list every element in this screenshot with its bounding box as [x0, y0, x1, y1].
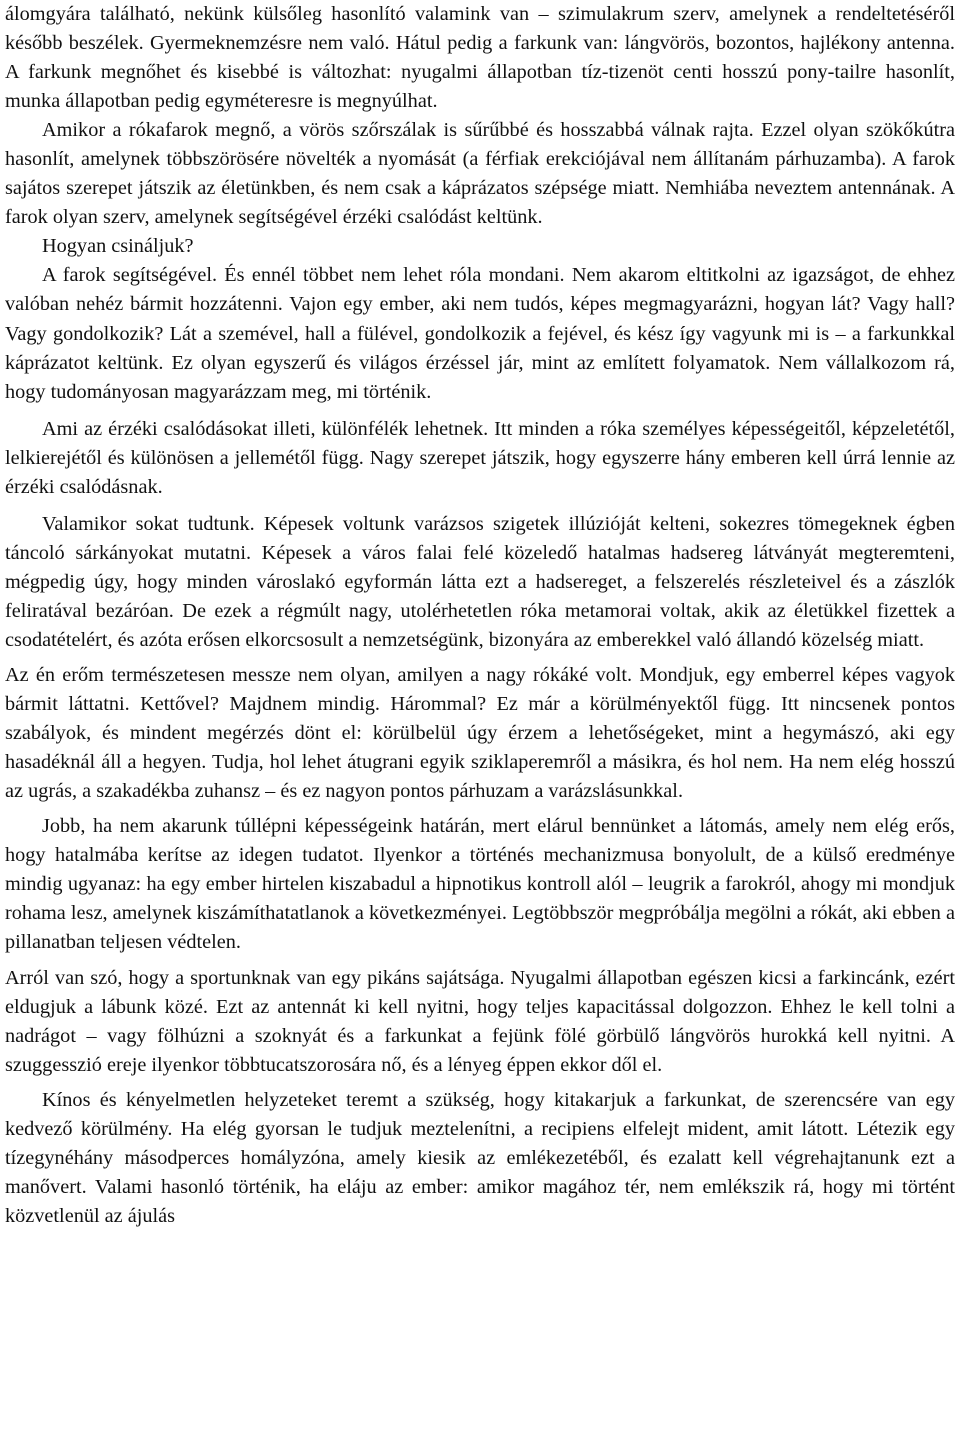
paragraph: Hogyan csináljuk? [42, 235, 194, 258]
paragraph: Az én erőm természetesen messze nem olyan, amilyen a nagy rókáké volt. Mondjuk, egy emberrel képes vagyok bármit láttatni. Kettővel? Majdnem mindig. Hárommal? Ez már a körülményektől függ. Itt nincsenek pontos szabályok, és mindent megérzés dönt el: körülbelül úgy érzem a lehetőségeket, mint a hegymászó, aki egy hasadéknál áll a hegyen. Tudja, hol lehet átugrani egyik sziklaperemről a másikra, és hol nem. Ha nem elég hosszú az ugrás, a szakadékba zuhansz – és ez nagyon pontos párhuzam a varázslásunkkal. [5, 664, 955, 803]
paragraph: Valamikor sokat tudtunk. Képesek voltunk varázsos szigetek illúzióját kelteni, sokezres tömegeknek égben táncoló sárkányokat mutatni. Képesek a város falai felé közeledő hatalmas hadsereg látványát megteremteni, mégpedig úgy, hogy minden városlakó egyformán látta ezt a hadsereget, a felszerelés részleteivel és a zászlók feliratával bezáróan. De ezek a régmúlt nagy, utolérhetetlen róka metamorai voltak, akik az életükkel fizettek a csodatételért, és azóta erősen elkorcsosult a nemzetségünk, bizonyára az emberekkel való állandó közelség miatt. [5, 512, 955, 651]
document-page [5, 0, 955, 1231]
paragraph: Arról van szó, hogy a sportunknak van egy pikáns sajátsága. Nyugalmi állapotban egészen kicsi a farkincánk, ezért eldugjuk a lábunk közé. Ezt az antennát ki kell nyitni, hogy teljes kapacitással dolgozzon. Ehhez le kell tolni a nadrágot – vagy fölhúzni a szoknyát és a farkunkat a fejünk fölé görbülő lángvörös hurokká kell nyitni. A szuggesszió ereje ilyenkor többtucatszorosára nő, és a lényeg éppen ekkor dől el. [5, 966, 955, 1076]
paragraph: Amikor a rókafarok megnő, a vörös szőrszálak is sűrűbbé és hosszabbá válnak rajta. Ezzel olyan szökőkútra hasonlít, amelynek többszörösére növelték a nyomását (a férfiak erekciójával nem állítanám párhuzamba). A farok sajátos szerepet játszik az életünkben, és nem csak a káprázatos szépsége miatt. Nemhiába neveztem antennának. A farok olyan szerv, amelynek segítségével érzéki csalódást keltünk. [5, 119, 955, 229]
paragraph: Jobb, ha nem akarunk túllépni képességeink határán, mert elárul bennünket a látomás, amely nem elég erős, hogy hatalmába kerítse az idegen tudatot. Ilyenkor a történés mechanizmusa bonyolult, de a külső eredménye mindig ugyanaz: ha egy ember hirtelen kiszabadul a hipnotikus kontroll alól – leugrik a farokról, ahogy mi mondjuk rohama lesz, amelynek kiszámíthatatlanok a következményei. Legtöbbször megpróbálja megölni a rókát, aki ebben a pillanatban teljesen védtelen. [5, 815, 955, 954]
paragraph: álomgyára található, nekünk külsőleg hasonlító valamink van – szimulakrum szerv, amelynek a rendeltetéséről később beszélek. Gyermeknemzésre nem való. Hátul pedig a farkunk van: lángvörös, bozontos, hajlékony antenna. A farkunk megnőhet és kisebbé is változhat: nyugalmi állapotban tíz-tizenöt centi hosszú pony-tailre hasonlít, munka állapotban pedig egyméteresre is megnyúlhat. [5, 3, 955, 113]
paragraph: Kínos és kényelmetlen helyzeteket teremt a szükség, hogy kitakarjuk a farkunkat, de szerencsére van egy kedvező körülmény. Ha elég gyorsan le tudjuk meztelenítni, a recipiens elfelejt mident, amit látott. Létezik egy tízegynéhány másodperces homályzóna, amely kiesik az emlékezetéből, és ezalatt kell végrehajtanunk ezt a manővert. Valami hasonló történik, ha eláju az ember: amikor magához tér, nem emlékszik rá, hogy mi történt közvetlenül az ájulás [5, 1088, 955, 1227]
paragraph: Ami az érzéki csalódásokat illeti, különfélék lehetnek. Itt minden a róka személyes képességeitől, képzeletétől, lelkierejétől és különösen a jellemétől függ. Nagy szerepet játszik, hogy egyszerre hány emberen kell úrrá lennie az érzéki csalódásnak. [5, 417, 955, 498]
paragraph: A farok segítségével. És ennél többet nem lehet róla mondani. Nem akarom eltitkolni az igazságot, de ehhez valóban nehéz bármit hozzátenni. Vajon egy ember, aki nem tudós, képes megmagyarázni, hogyan lát? Vagy hall? Vagy gondolkozik? Lát a szemével, hall a fülével, gondolkozik a fejével, és kész így vagyunk mi is – a farkunkkal káprázatot keltünk. Ez olyan egyszerű és világos érzéssel jár, mint az említett folyamatok. Nem vállalkozom rá, hogy tudományosan magyarázzam meg, mi történik. [5, 264, 955, 403]
